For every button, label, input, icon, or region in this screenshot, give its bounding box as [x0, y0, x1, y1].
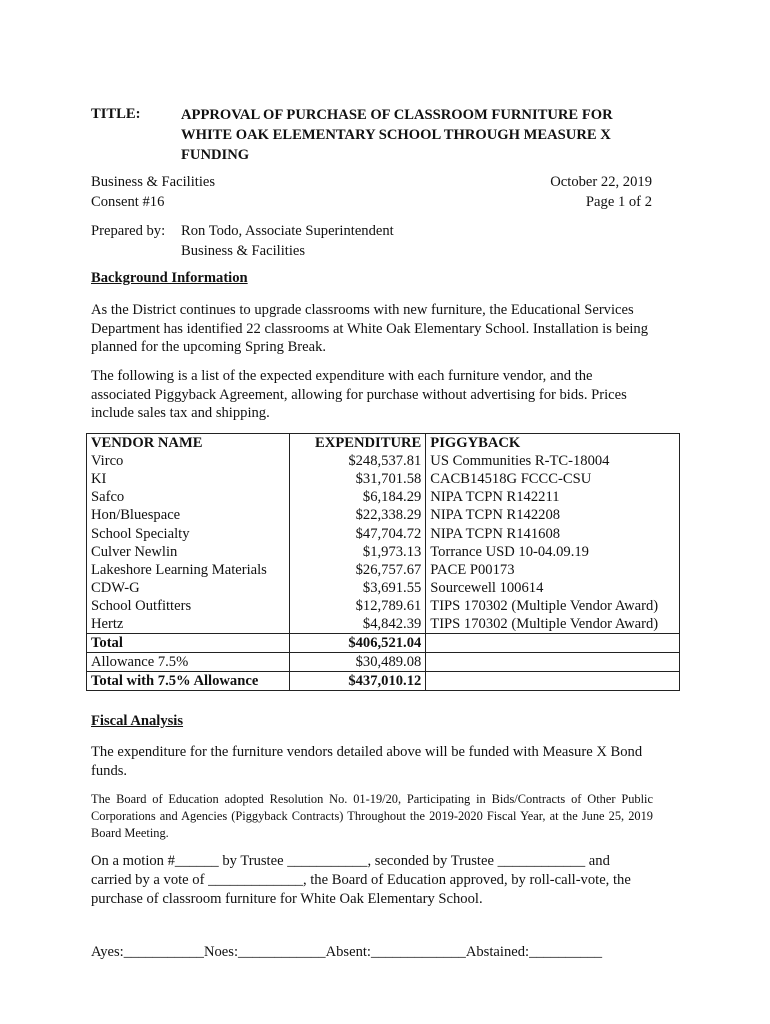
vendor-name-cell: KI [87, 470, 290, 488]
title-line: APPROVAL OF PURCHASE OF CLASSROOM FURNITURE FOR [181, 107, 613, 123]
vote-signature-line: Ayes:___________Noes:____________Absent:_____________Abstained:__________ [91, 944, 603, 960]
total-value: $406,521.04 [289, 634, 426, 653]
consent-number: Consent #16 [91, 193, 165, 210]
vendor-name-cell: School Specialty [87, 524, 290, 542]
motion-line: carried by a vote of _____________, the Board of Education approved, by roll-call-vote, the [91, 872, 631, 888]
column-header: EXPENDITURE [289, 434, 426, 453]
table-row [87, 452, 680, 470]
grand-total-value: $437,010.12 [289, 672, 426, 691]
piggyback-cell: TIPS 170302 (Multiple Vendor Award) [426, 615, 680, 634]
title-line: FUNDING [181, 146, 250, 163]
document-title [181, 106, 661, 165]
title-label: TITLE: [91, 106, 141, 122]
empty-cell [426, 653, 680, 672]
vendor-name-cell: School Outfitters [87, 597, 290, 615]
table-row [87, 488, 680, 506]
piggyback-cell: US Communities R-TC-18004 [426, 452, 680, 470]
expenditure-cell: $6,184.29 [289, 488, 426, 506]
grand-total-row [87, 672, 680, 691]
prepared-label: Prepared by: [91, 223, 166, 239]
table-row [87, 543, 680, 561]
vendor-name-cell: Safco [87, 488, 290, 506]
allowance-label: Allowance 7.5% [87, 653, 290, 672]
expenditure-cell: $248,537.81 [289, 452, 426, 470]
piggyback-cell: TIPS 170302 (Multiple Vendor Award) [426, 597, 680, 615]
expenditure-cell: $31,701.58 [289, 470, 426, 488]
table-row [87, 615, 680, 634]
piggyback-cell: PACE P00173 [426, 561, 680, 579]
allowance-value: $30,489.08 [289, 653, 426, 672]
vendor-name-cell: Culver Newlin [87, 543, 290, 561]
board-resolution-text: The Board of Education adopted Resolution No. 01-19/20, Participating in Bids/Contracts of Other Public Corporations and Agencies (Piggyback Contracts) Throughout the 2019-2020 Fiscal Year, at the June 25, 2019 Board Meeting. [91, 792, 653, 840]
expenditure-cell: $3,691.55 [289, 579, 426, 597]
department: Business & Facilities [91, 174, 216, 190]
background-heading: Background Information [91, 270, 248, 286]
column-header: VENDOR NAME [87, 434, 290, 453]
piggyback-cell: CACB14518G FCCC-CSU [426, 470, 680, 488]
piggyback-cell: NIPA TCPN R141608 [426, 524, 680, 542]
piggyback-cell: Sourcewell 100614 [426, 579, 680, 597]
motion-line: purchase of classroom furniture for White Oak Elementary School. [91, 891, 483, 907]
title-line: WHITE OAK ELEMENTARY SCHOOL THROUGH MEASURE X [181, 126, 611, 143]
expenditure-cell: $4,842.39 [289, 615, 426, 634]
page-number: Page 1 of 2 [585, 193, 652, 210]
piggyback-cell: Torrance USD 10-04.09.19 [426, 543, 680, 561]
table-row [87, 597, 680, 615]
grand-total-label: Total with 7.5% Allowance [87, 672, 290, 691]
vendor-name-cell: CDW-G [87, 579, 290, 597]
allowance-row [87, 653, 680, 672]
column-header: PIGGYBACK [426, 434, 680, 453]
piggyback-cell: NIPA TCPN R142208 [426, 506, 680, 524]
background-paragraph-1: As the District continues to upgrade classrooms with new furniture, the Educational Services Department has identified 22 classrooms at White Oak Elementary School. Installation is being planned for the upcoming Spring Break. [91, 302, 648, 356]
fiscal-paragraph: The expenditure for the furniture vendors detailed above will be funded with Measure X Bond funds. [91, 744, 643, 779]
table-row [87, 579, 680, 597]
fiscal-heading: Fiscal Analysis [91, 713, 184, 729]
table-row [87, 561, 680, 579]
piggyback-cell: NIPA TCPN R142211 [426, 488, 680, 506]
total-row [87, 634, 680, 653]
vendor-expenditure-table [86, 433, 680, 691]
empty-cell [426, 672, 680, 691]
background-paragraph-2: The following is a list of the expected expenditure with each furniture vendor, and the associated Piggyback Agreement, allowing for purchase without advertising for bids. Prices include sales tax and shipping. [91, 368, 627, 422]
empty-cell [426, 634, 680, 653]
expenditure-cell: $26,757.67 [289, 561, 426, 579]
vendor-name-cell: Hertz [87, 615, 290, 634]
table-row [87, 506, 680, 524]
vendor-name-cell: Lakeshore Learning Materials [87, 561, 290, 579]
total-label: Total [87, 634, 290, 653]
motion-line: On a motion #______ by Trustee ___________, seconded by Trustee ____________ and [91, 853, 610, 869]
table-header-row [87, 434, 680, 453]
expenditure-cell: $12,789.61 [289, 597, 426, 615]
table-row [87, 524, 680, 542]
expenditure-cell: $47,704.72 [289, 524, 426, 542]
meta-block [91, 173, 652, 212]
preparer-name: Ron Todo, Associate Superintendent [181, 223, 394, 239]
motion-text [91, 852, 653, 909]
preparer-department: Business & Facilities [181, 242, 306, 259]
table-row [87, 470, 680, 488]
expenditure-cell: $22,338.29 [289, 506, 426, 524]
expenditure-cell: $1,973.13 [289, 543, 426, 561]
meeting-date: October 22, 2019 [550, 174, 652, 190]
vendor-name-cell: Hon/Bluespace [87, 506, 290, 524]
vendor-name-cell: Virco [87, 452, 290, 470]
